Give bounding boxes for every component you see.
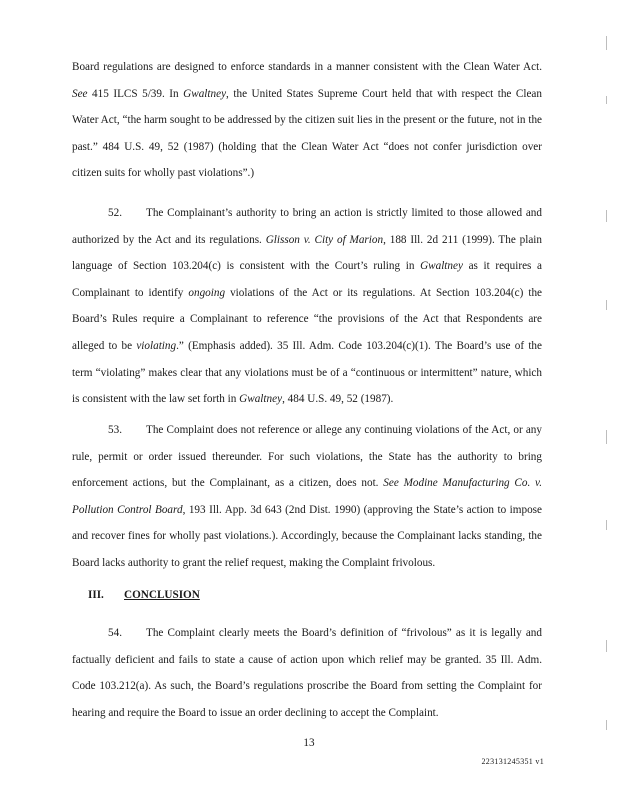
paragraph-text: .” (Emphasis added). 35 Ill. Adm. Code 103.204(c)(1). The Board’s use of the term “violating” makes clear that any violations must be of a “continuous or intermittent” nature, which is consistent with the law set forth in: [72, 339, 542, 406]
emphasis-word: violating: [136, 339, 177, 352]
paragraph-text: Board regulations are designed to enforce standards in a manner consistent with the Clean Water Act.: [72, 61, 542, 73]
margin-scan-mark: [606, 96, 607, 104]
margin-scan-mark: [606, 520, 607, 530]
margin-scan-mark: [606, 430, 607, 444]
margin-scan-mark: [606, 36, 607, 50]
paragraph-text: , 484 U.S. 49, 52 (1987).: [282, 393, 394, 406]
margin-scan-mark: [606, 300, 607, 310]
case-citation: Gwaltney: [239, 393, 283, 406]
paragraph-text: , 188 Ill. 2d 211 (1999). The plain language of Section 103.204(c) is consistent with the Court’s ruling in: [72, 233, 543, 273]
paragraph-52: [72, 200, 542, 413]
margin-scan-mark: [606, 720, 607, 730]
paragraph-text: as it requires a Complainant to identify: [72, 260, 542, 299]
paragraph-text: The Complainant’s authority to bring an action is strictly limited to those allowed and authorized by the Act and its regulations.: [72, 207, 542, 246]
paragraph-54: [72, 620, 542, 726]
signal-see: See: [72, 87, 88, 100]
paragraph-continuation: [72, 54, 542, 187]
paragraph-text: , 193 Ill. App. 3d 643 (2nd Dist. 1990) (approving the State’s action to impose and recover fines for wholly past violations.). Accordingly, because the Complainant lacks standing, the Board lacks authority to grant the relief request, making the Complaint frivolous.: [72, 503, 543, 569]
paragraph-number: 52.: [108, 207, 122, 219]
paragraph-text: 415 ILCS 5/39. In: [87, 87, 184, 100]
page-number: 13: [303, 737, 315, 749]
margin-scan-mark: [606, 210, 607, 222]
paragraph-indent: [72, 200, 146, 227]
paragraph-text: The Complaint clearly meets the Board’s definition of “frivolous” as it is legally and factually deficient and fails to state a cause of action upon which relief may be granted. 35 Ill. Adm. Code 103.212(a). As such, the Board’s regulations proscribe the Board from setting the Complaint for hearing and require the Board to issue an order declining to accept the Complaint.: [72, 627, 542, 719]
section-title: CONCLUSION: [124, 589, 200, 601]
section-heading: [88, 585, 200, 605]
case-citation: Glisson v. City of Marion: [265, 233, 384, 246]
paragraph-number: 54.: [108, 627, 122, 639]
section-number: III.: [88, 589, 104, 601]
case-citation: See Modine Manufacturing Co. v. Pollution Control Board: [72, 477, 542, 516]
paragraph-text: violations of the Act or its regulations. At Section 103.204(c) the Board’s Rules require a Complainant to reference “the provisions of the Act that Respondents are alleged to be: [72, 286, 542, 352]
case-citation: Gwaltney: [183, 87, 227, 100]
document-id: 223131245351 v1: [481, 757, 544, 766]
emphasis-word: ongoing: [188, 286, 226, 299]
case-citation: Gwaltney: [420, 260, 463, 273]
paragraph-indent: [72, 620, 146, 647]
paragraph-number: 53.: [108, 424, 122, 436]
paragraph-indent: [72, 417, 146, 444]
paragraph-text: The Complaint does not reference or allege any continuing violations of the Act, or any rule, permit or order issued thereunder. For such violations, the State has the authority to bring enforcement actions, but the Complainant, as a citizen, does not.: [72, 424, 542, 490]
paragraph-53: [72, 417, 542, 577]
paragraph-text: , the United States Supreme Court held that with respect the Clean Water Act, “the harm sought to be addressed by the citizen suit lies in the present or the future, not in the past.” 484 U.S. 49, 52 (1987) (holding that the Clean Water Act “does not confer jurisdiction over citizen suits for wholly past violations”.): [72, 87, 542, 180]
margin-scan-mark: [606, 640, 607, 652]
